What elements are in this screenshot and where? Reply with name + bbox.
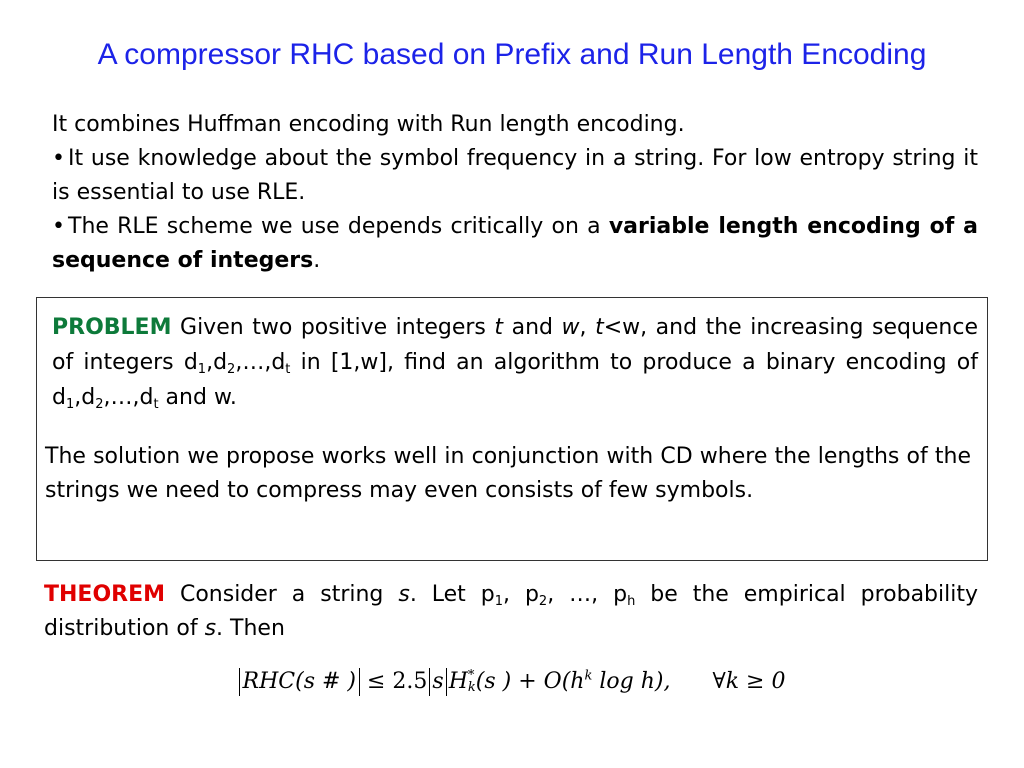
theorem-text: . Let p	[409, 582, 495, 607]
problem-box	[36, 297, 988, 561]
problem-text: and w.	[158, 385, 237, 410]
var-t: t	[595, 315, 604, 340]
theorem-keyword: THEOREM	[44, 582, 166, 607]
var-t: t	[494, 315, 504, 340]
problem-text: ,…,d	[103, 385, 154, 410]
abs-bar	[429, 668, 430, 696]
problem-keyword: PROBLEM	[52, 315, 172, 340]
var-w: w	[561, 315, 580, 340]
var-s: s	[204, 616, 217, 641]
problem-text: ,d	[74, 385, 96, 410]
subscript: 1	[65, 397, 75, 412]
subscript: 2	[95, 397, 104, 412]
abs-rhc	[239, 668, 360, 696]
formula-log: log h),	[592, 669, 671, 694]
formula-hs: (s ) + O(h	[475, 669, 585, 694]
problem-text: ,d	[206, 350, 228, 375]
problem-text: and	[503, 315, 562, 340]
subscript: t	[153, 397, 159, 412]
bullet-text-2: The RLE scheme we use depends critically on a	[68, 214, 609, 239]
theorem-text: be the empirical probability distribution of	[44, 582, 978, 641]
theorem-text: , …, p	[547, 582, 628, 607]
slide-title: A compressor RHC based on Prefix and Run Length Encoding	[97, 38, 927, 71]
subscript: 2	[227, 362, 236, 377]
formula-rhc: RHC	[242, 669, 296, 694]
problem-text: ,…,d	[235, 350, 286, 375]
abs-bar	[446, 668, 447, 696]
formula-forall: ∀k ≥ 0	[712, 669, 786, 694]
subscript: 1	[197, 362, 207, 377]
subscript: 2	[538, 594, 548, 609]
bullet-item-2	[52, 210, 978, 278]
bullet-text-1: It use knowledge about the symbol frequency in a string. For low entropy string it is essential to use RLE.	[52, 146, 978, 205]
intro-text	[52, 108, 978, 278]
bullet-dot: •	[52, 214, 65, 239]
subscript: 1	[494, 594, 503, 609]
formula-leq: ≤ 2.5	[367, 669, 428, 694]
theorem-text: Consider a string	[165, 582, 399, 607]
theorem-statement	[44, 578, 978, 646]
theorem-text: . Then	[216, 616, 285, 641]
problem-text: Given two positive integers	[171, 315, 495, 340]
theorem-formula	[0, 668, 1024, 696]
problem-statement	[52, 310, 978, 415]
theorem-text: , p	[503, 582, 539, 607]
formula-hk: k	[584, 668, 593, 684]
bullet-end: .	[313, 248, 321, 273]
problem-text: in [1,w], find an algorithm to produce a binary encoding of d	[52, 350, 978, 410]
formula-k: k	[467, 680, 476, 695]
bullet-item-1	[52, 142, 978, 210]
formula-arg: (s # )	[295, 669, 356, 694]
solution-text: The solution we propose works well in conjunction with CD where the lengths of the strings we need to compress may even consists of few symbols.	[45, 444, 971, 503]
bullet-bold-text: variable length encoding of a sequence of integers	[52, 214, 978, 273]
subscript: t	[285, 362, 291, 377]
formula-star: *	[467, 668, 475, 683]
formula-supsub	[468, 670, 476, 694]
formula-s: s	[432, 669, 444, 694]
formula-H: H	[448, 669, 468, 694]
bullet-dot: •	[52, 146, 65, 171]
problem-text: <w	[603, 315, 641, 340]
problem-text: ,	[579, 315, 596, 340]
intro-line: It combines Huffman encoding with Run length encoding.	[52, 112, 685, 137]
subscript: h	[627, 594, 636, 609]
problem-text: , and the increasing sequence of integers d	[52, 315, 978, 375]
var-s: s	[398, 582, 410, 607]
